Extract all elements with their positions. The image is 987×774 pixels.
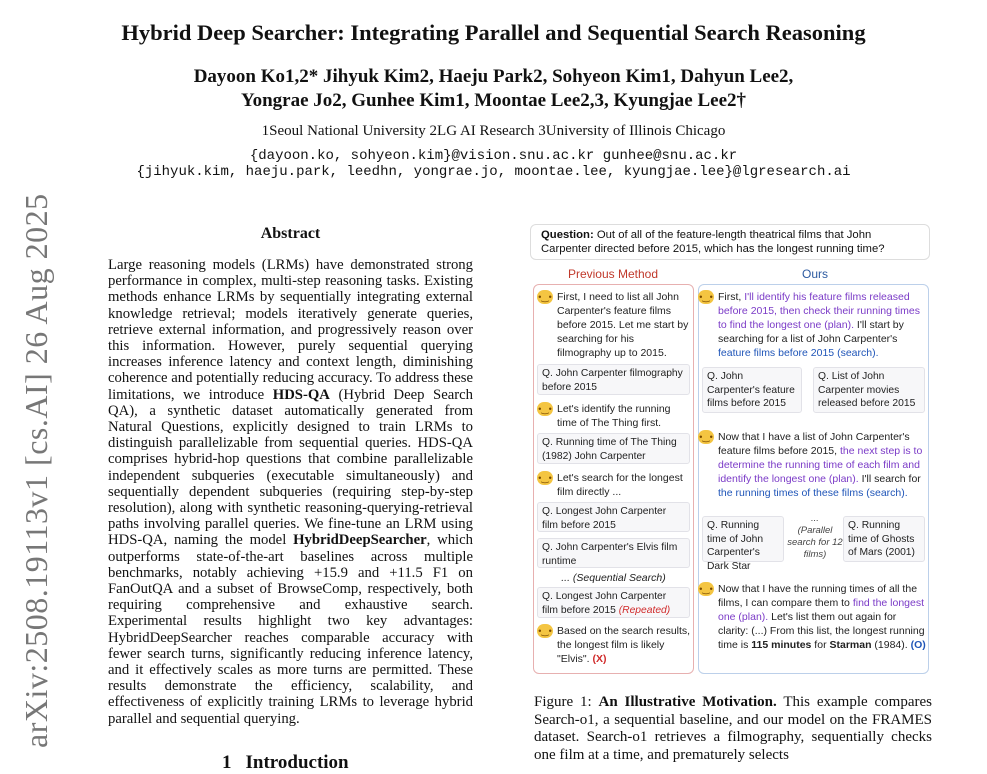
ours-thought-3c: Let's list them out again for clarity: (...) From this list, the longest running time is bbox=[718, 611, 925, 651]
ours-query-4: Q. Running time of Ghosts of Mars (2001) bbox=[843, 516, 925, 562]
parallel-label: (Parallel search for 12 films) bbox=[787, 525, 843, 560]
prev-thought-4 bbox=[538, 624, 691, 666]
paper-title: Hybrid Deep Searcher: Integrating Parallel and Sequential Search Reasoning bbox=[121, 20, 866, 45]
prev-thought-1 bbox=[538, 290, 691, 360]
section-number: 1 bbox=[222, 752, 232, 773]
authors-line-2: Yongrae Jo2, Gunhee Kim1, Moontae Lee2,3, Kyungjae Lee2† bbox=[240, 90, 747, 111]
abstract-heading: Abstract bbox=[260, 225, 321, 242]
prev-query-4: Q. John Carpenter's Elvis film runtime bbox=[537, 538, 690, 568]
ours-query-1: Q. John Carpenter's feature films before 2015 bbox=[702, 367, 802, 413]
arxiv-stamp: arXiv:2508.19113v1 [cs.AI] 26 Aug 2025 bbox=[18, 193, 54, 748]
question-label: Question: bbox=[541, 229, 594, 241]
parallel-search-note bbox=[787, 513, 843, 561]
ours-plan-1: I'll identify his feature films released before 2015, then check their running times to find the longest one (plan). bbox=[718, 291, 920, 331]
email-line-2: {jihyuk.kim, haeju.park, leedhn, yongrae.jo, moontae.lee, kyungjae.lee}@lgresearch.ai bbox=[136, 164, 851, 180]
caption-text: This example compares Search-o1, a sequential baseline, and our model on the FRAMES dataset. Search-o1 retrieves a filmography, sequentially checks one film at a time, and prematurely selects bbox=[534, 694, 932, 763]
thinking-face-icon: •‿• bbox=[699, 292, 713, 302]
prev-query-3: Q. Longest John Carpenter film before 2015 bbox=[537, 502, 690, 532]
thinking-face-icon: •‿• bbox=[538, 404, 552, 414]
ours-thought-3e: for bbox=[811, 639, 830, 651]
ours-plan-3: find the longest one (plan). bbox=[718, 597, 925, 623]
answer-runtime: 115 minutes bbox=[751, 639, 812, 651]
thinking-face-icon: •‿• bbox=[538, 626, 552, 636]
prev-thought-3 bbox=[538, 471, 691, 499]
affiliations: 1Seoul National University 2LG AI Research 3University of Illinois Chicago bbox=[261, 123, 726, 139]
caption-bold: An Illustrative Motivation. bbox=[598, 694, 777, 710]
ours-thought-3a: Now that I have the running times of all the films, I can compare them to bbox=[718, 583, 918, 609]
abstract-text-2: (Hybrid Deep Search QA), a synthetic dataset automatically generated from Natural Questions, explicitly designed to train LRMs to distinguish parallelizable from sequential queries. HDS-QA comprises hybrid-hop questions that combine parallelizable independent subqueries (executable simultaneously) and sequentially dependent subqueries (requiring step-by-step resolution), along with synthetic reasoning-querying-retrieval paths involving parallel queries. We fine-tune an LRM using HDS-QA, naming the model bbox=[108, 386, 473, 549]
thinking-face-icon: •‿• bbox=[538, 473, 552, 483]
prev-sequential-note: ... (Sequential Search) bbox=[561, 572, 666, 584]
abstract-text-3: , which outperforms state-of-the-art baselines across multiple benchmarks, notably achieving +15.9 and +11.5 F1 on FanOutQA and a subset of BrowseComp, respectively, both requiring comprehensive and exhaustive search. Experimental results highlight two key advantages: HybridDeepSearcher reaches comparable accuracy with fewer search turns, significantly reducing inference latency, and it effectively scales as more turns are permitted. These results demonstrate the efficiency, scalability, and effectiveness of explicitly training LRMs to leverage hybrid parallel and sequential querying. bbox=[108, 532, 473, 727]
prev-query-2: Q. Running time of The Thing (1982) John Carpenter bbox=[537, 433, 690, 464]
prev-thought-2-text: Let's identify the running time of The Thing first. bbox=[557, 403, 671, 429]
ours-heading: Ours bbox=[801, 267, 828, 281]
ours-thought-1 bbox=[699, 290, 926, 360]
ours-query-2: Q. List of John Carpenter movies released before 2015 bbox=[813, 367, 925, 413]
prev-thought-4-text: Based on the search results, the longest film is likely "Elvis". bbox=[557, 625, 691, 665]
abstract-text-1: Large reasoning models (LRMs) have demonstrated strong performance in complex, multi-step reasoning tasks. Existing methods enhance LRMs by sequentially integrating external knowledge retrieval; models iteratively generate queries, retrieve external information, and progressively reason over this information. However, purely sequential querying increases inference latency and context length, diminishing coherence and potentially reducing accuracy. To address these limitations, we introduce bbox=[108, 257, 473, 403]
ours-thought-1a: First, bbox=[718, 291, 745, 303]
ours-search-1: feature films before 2015 (search). bbox=[718, 347, 879, 359]
prev-thought-2 bbox=[538, 402, 691, 430]
correct-mark: (O) bbox=[910, 639, 926, 651]
figure-question-box bbox=[530, 224, 930, 260]
parallel-dots: ... bbox=[811, 513, 819, 524]
ours-thought-3 bbox=[699, 582, 926, 652]
prev-query-5-text: Q. Longest John Carpenter film before 2015 bbox=[542, 591, 667, 616]
prev-query-5 bbox=[537, 587, 690, 618]
wrong-mark: (X) bbox=[592, 653, 607, 665]
figure-caption bbox=[534, 694, 932, 764]
thinking-face-icon: •‿• bbox=[699, 432, 713, 442]
dataset-name: HDS-QA bbox=[272, 386, 330, 403]
previous-method-heading: Previous Method bbox=[567, 267, 659, 281]
model-name: HybridDeepSearcher bbox=[293, 532, 427, 549]
question-text: Out of all of the feature-length theatrical films that John Carpenter directed before 2015, which has the longest running time? bbox=[541, 229, 885, 255]
ours-thought-2 bbox=[699, 430, 926, 500]
ours-plan-2: the next step is to determine the running time of each film and identify the longest one (plan). bbox=[718, 445, 923, 485]
repeated-tag: (Repeated) bbox=[618, 604, 671, 616]
prev-query-1: Q. John Carpenter filmography before 2015 bbox=[537, 364, 690, 395]
ours-query-3: Q. Running time of John Carpenter's Dark Star bbox=[702, 516, 784, 562]
ours-search-2: the running times of these films (search). bbox=[718, 487, 908, 499]
prev-thought-3-text: Let's search for the longest film directly ... bbox=[557, 472, 683, 498]
ours-thought-1c: I'll start by searching for a list of John Carpenter's bbox=[718, 319, 904, 345]
ours-thought-2c: I'll search for bbox=[858, 473, 921, 485]
email-line-1: {dayoon.ko, sohyeon.kim}@vision.snu.ac.kr gunhee@snu.ac.kr bbox=[249, 148, 738, 164]
authors-line-1: Dayoon Ko1,2* Jihyuk Kim2, Haeju Park2, Sohyeon Kim1, Dahyun Lee2, bbox=[193, 66, 794, 87]
answer-film: Starman bbox=[829, 639, 872, 651]
ours-thought-2a: Now that I have a list of John Carpenter's feature films before 2015, bbox=[718, 431, 910, 457]
thinking-face-icon: •‿• bbox=[538, 292, 552, 302]
section-title: Introduction bbox=[245, 752, 349, 773]
prev-thought-1-text: First, I need to list all John Carpenter's feature films before 2015. Let me start by searching for his filmography up to 2015. bbox=[557, 291, 689, 359]
thinking-face-icon: •‿• bbox=[699, 584, 713, 594]
abstract-body bbox=[108, 257, 473, 727]
ours-thought-3g: (1984). bbox=[871, 639, 911, 651]
caption-label: Figure 1: bbox=[534, 694, 599, 710]
